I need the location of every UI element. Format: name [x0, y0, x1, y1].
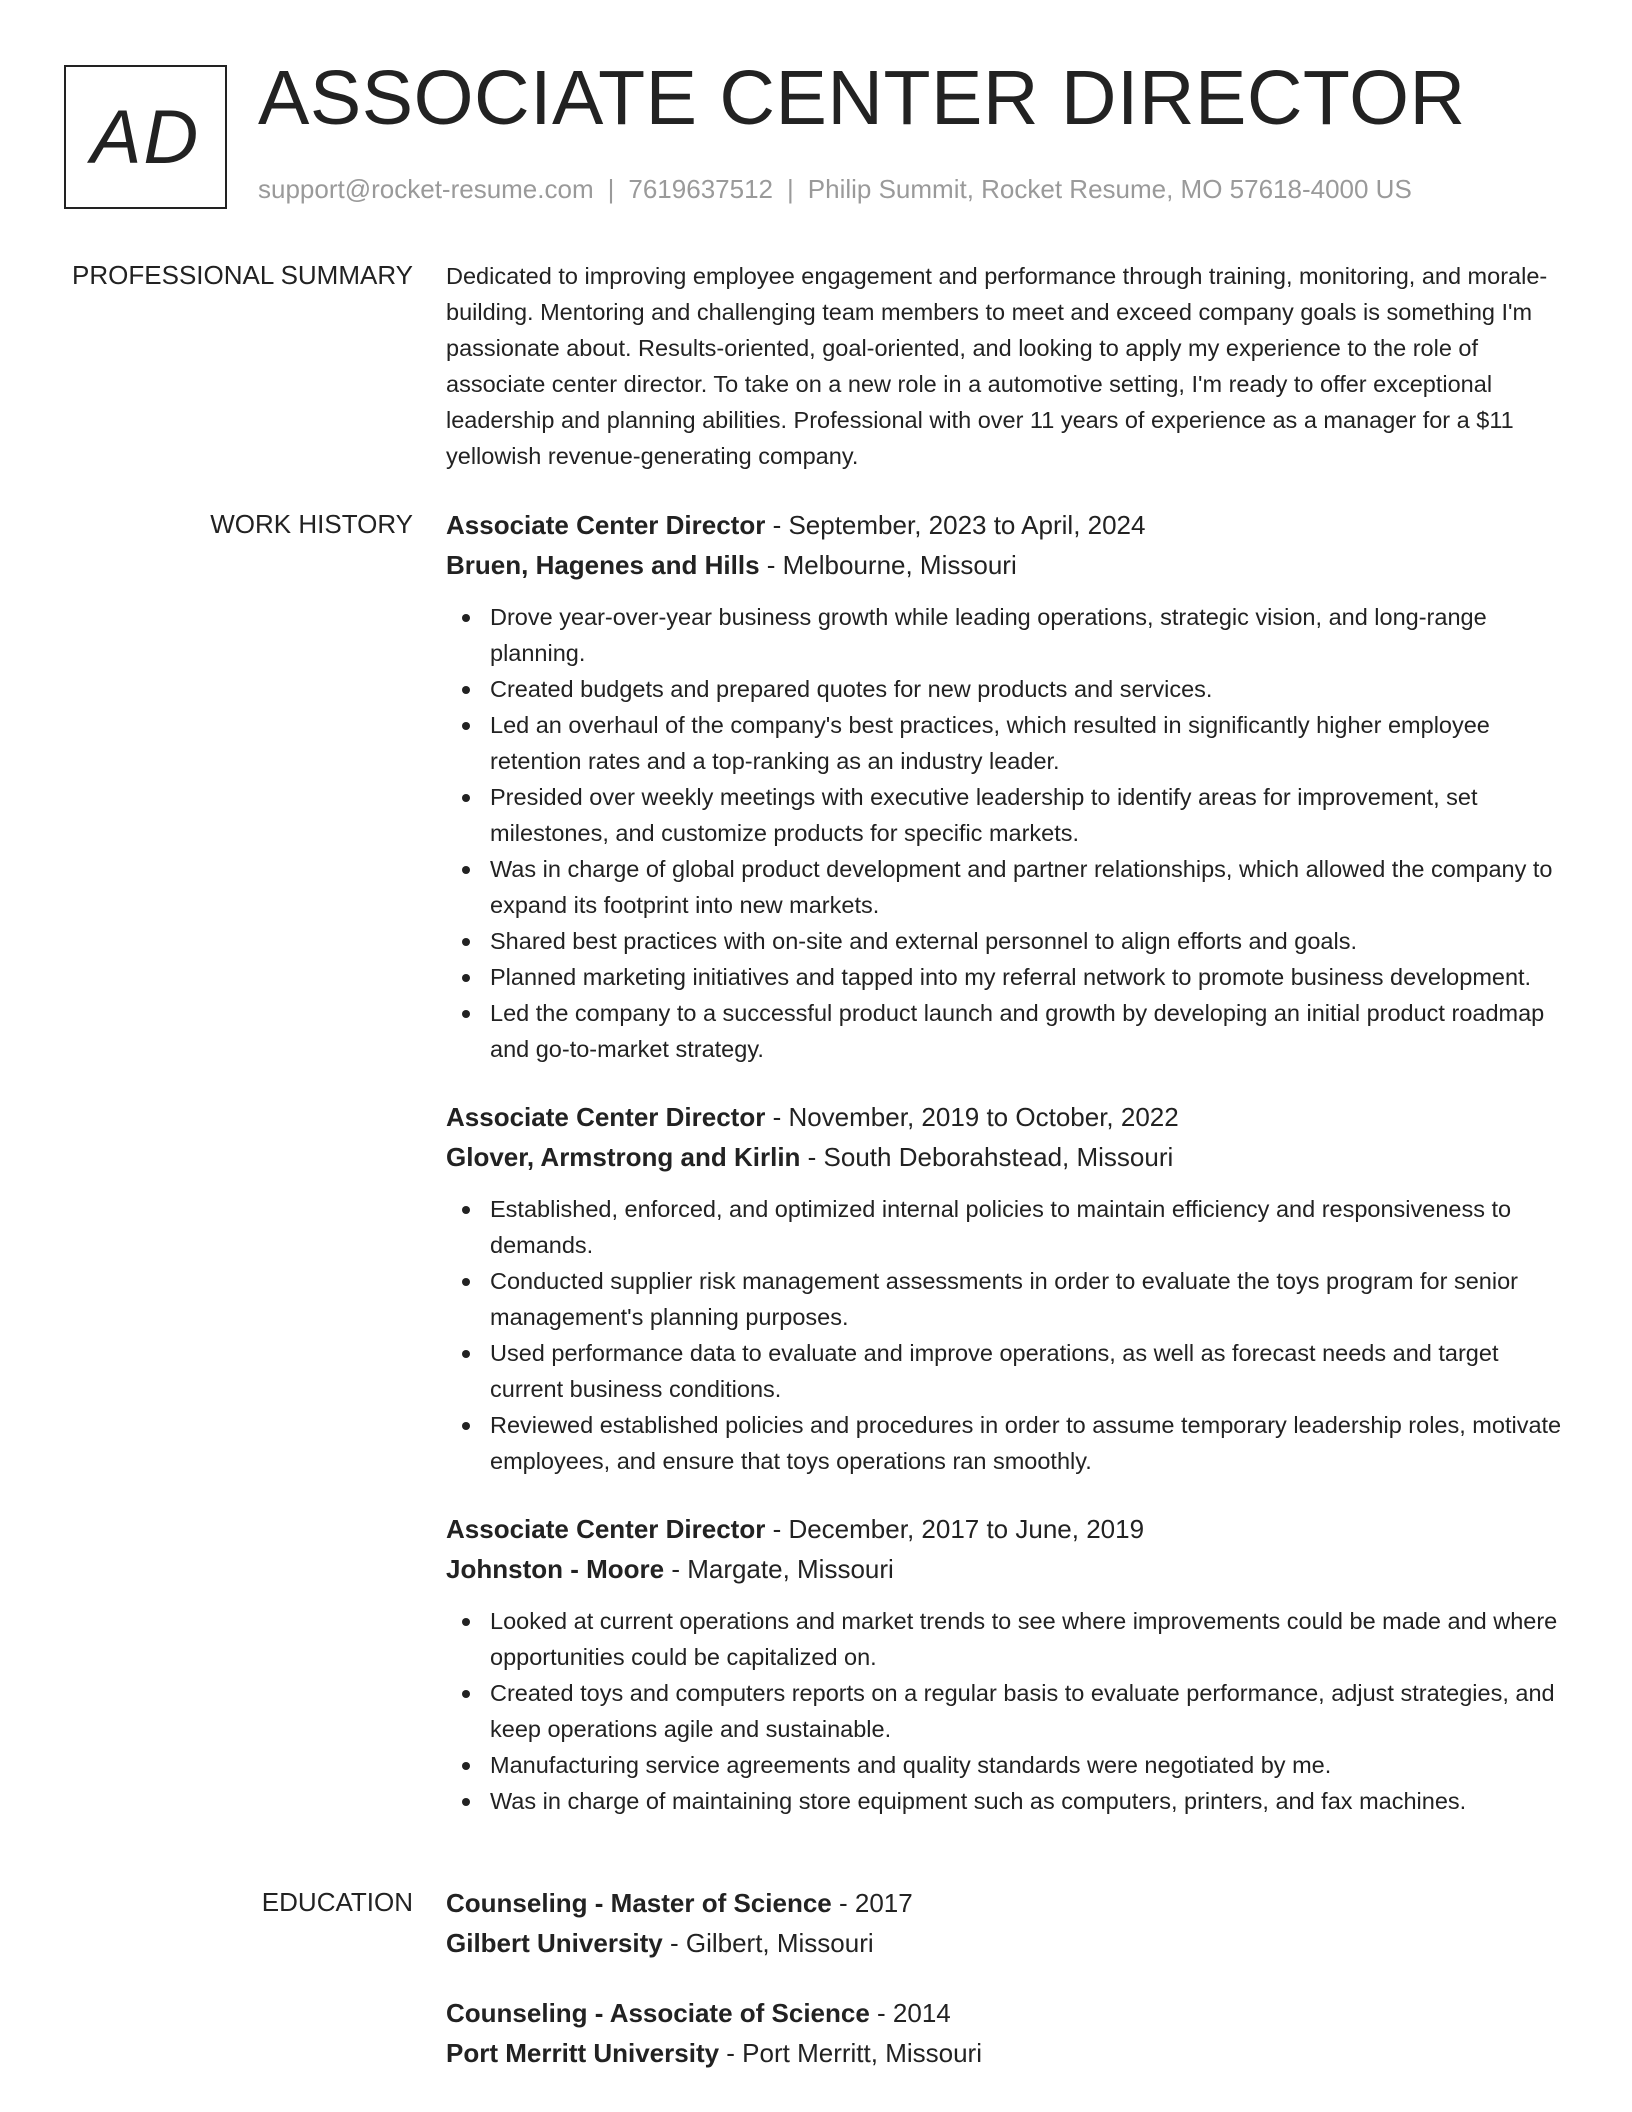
job-entry: [446, 1097, 1566, 1479]
monogram-initials: AD: [90, 94, 201, 180]
resume-title: ASSOCIATE CENTER DIRECTOR: [258, 55, 1466, 141]
education-degree: Counseling - Master of Science: [446, 1888, 832, 1918]
contact-address: Philip Summit, Rocket Resume, MO 57618-4000 US: [807, 174, 1412, 204]
education-school: Gilbert University: [446, 1928, 663, 1958]
job-bullet: Drove year-over-year business growth while leading operations, strategic vision, and long-range planning.: [446, 599, 1566, 671]
job-title: Associate Center Director: [446, 1102, 766, 1132]
job-bullet: Was in charge of maintaining store equipment such as computers, printers, and fax machines.: [446, 1783, 1566, 1819]
job-bullet: Reviewed established policies and procedures in order to assume temporary leadership roles, motivate employees, and ensure that toys operations ran smoothly.: [446, 1407, 1566, 1479]
contact-phone[interactable]: 7619637512: [628, 174, 773, 204]
education-entry: [446, 1993, 1566, 2073]
education-location: - Port Merritt, Missouri: [719, 2038, 982, 2068]
job-bullet: Conducted supplier risk management assessments in order to evaluate the toys program for senior management's planning purposes.: [446, 1263, 1566, 1335]
job-bullet: Presided over weekly meetings with executive leadership to identify areas for improvement, set milestones, and customize products for specific markets.: [446, 779, 1566, 851]
job-company-line: [446, 545, 1566, 585]
job-bullet: Planned marketing initiatives and tapped into my referral network to promote business development.: [446, 959, 1566, 995]
job-title-line: [446, 1509, 1566, 1549]
job-entry: [446, 1509, 1566, 1819]
education-body: [446, 1883, 1566, 2103]
job-bullet: Looked at current operations and market trends to see where improvements could be made and where opportunities could be capitalized on.: [446, 1603, 1566, 1675]
job-location: - Margate, Missouri: [664, 1554, 894, 1584]
job-title-line: [446, 1097, 1566, 1137]
job-dates: - December, 2017 to June, 2019: [765, 1514, 1145, 1544]
education-degree-line: [446, 1993, 1566, 2033]
education-year: - 2014: [869, 1998, 951, 2028]
job-bullets: [446, 1603, 1566, 1819]
monogram-box: [64, 65, 227, 209]
job-bullet: Created toys and computers reports on a regular basis to evaluate performance, adjust strategies, and keep operations agile and sustainable.: [446, 1675, 1566, 1747]
job-bullet: Led an overhaul of the company's best practices, which resulted in significantly higher employee retention rates and a top-ranking as an industry leader.: [446, 707, 1566, 779]
job-company-line: [446, 1549, 1566, 1589]
education-year: - 2017: [831, 1888, 913, 1918]
job-bullet: Was in charge of global product development and partner relationships, which allowed the company to expand its footprint into new markets.: [446, 851, 1566, 923]
job-location: - South Deborahstead, Missouri: [800, 1142, 1174, 1172]
contact-separator: |: [787, 174, 794, 204]
contact-line: [258, 174, 1412, 205]
education-school: Port Merritt University: [446, 2038, 720, 2068]
education-location: - Gilbert, Missouri: [662, 1928, 874, 1958]
section-label-education: EDUCATION: [261, 1887, 413, 1917]
job-company: Bruen, Hagenes and Hills: [446, 550, 760, 580]
section-label-work-history: WORK HISTORY: [210, 509, 413, 539]
job-dates: - September, 2023 to April, 2024: [765, 510, 1146, 540]
job-company: Johnston - Moore: [446, 1554, 665, 1584]
summary-body: [446, 258, 1566, 474]
section-label-summary: PROFESSIONAL SUMMARY: [72, 260, 413, 290]
job-company-line: [446, 1137, 1566, 1177]
job-entry: [446, 505, 1566, 1067]
job-dates: - November, 2019 to October, 2022: [765, 1102, 1179, 1132]
job-bullet: Created budgets and prepared quotes for new products and services.: [446, 671, 1566, 707]
education-school-line: [446, 2033, 1566, 2073]
education-degree: Counseling - Associate of Science: [446, 1998, 870, 2028]
summary-text: Dedicated to improving employee engagement and performance through training, monitoring, and morale-building. Mentoring and challenging team members to meet and exceed company goals is something I'm passionate about. Results-oriented, goal-oriented, and looking to apply my experience to the role of associate center director. To take on a new role in a automotive setting, I'm ready to offer exceptional leadership and planning abilities. Professional with over 11 years of experience as a manager for a $11 yellowish revenue-generating company.: [446, 263, 1548, 469]
education-entry: [446, 1883, 1566, 1963]
job-bullets: [446, 599, 1566, 1067]
job-bullet: Used performance data to evaluate and improve operations, as well as forecast needs and target current business conditions.: [446, 1335, 1566, 1407]
education-school-line: [446, 1923, 1566, 1963]
contact-separator: |: [607, 174, 615, 204]
work-history-body: [446, 505, 1566, 1849]
job-bullet: Shared best practices with on-site and external personnel to align efforts and goals.: [446, 923, 1566, 959]
contact-email[interactable]: support@rocket-resume.com: [258, 174, 594, 204]
job-company: Glover, Armstrong and Kirlin: [446, 1142, 801, 1172]
education-degree-line: [446, 1883, 1566, 1923]
job-title: Associate Center Director: [446, 1514, 766, 1544]
job-bullet: Established, enforced, and optimized internal policies to maintain efficiency and responsiveness to demands.: [446, 1191, 1566, 1263]
job-location: - Melbourne, Missouri: [759, 550, 1017, 580]
job-bullet: Led the company to a successful product launch and growth by developing an initial product roadmap and go-to-market strategy.: [446, 995, 1566, 1067]
job-bullet: Manufacturing service agreements and quality standards were negotiated by me.: [446, 1747, 1566, 1783]
job-title: Associate Center Director: [446, 510, 766, 540]
job-bullets: [446, 1191, 1566, 1479]
job-title-line: [446, 505, 1566, 545]
